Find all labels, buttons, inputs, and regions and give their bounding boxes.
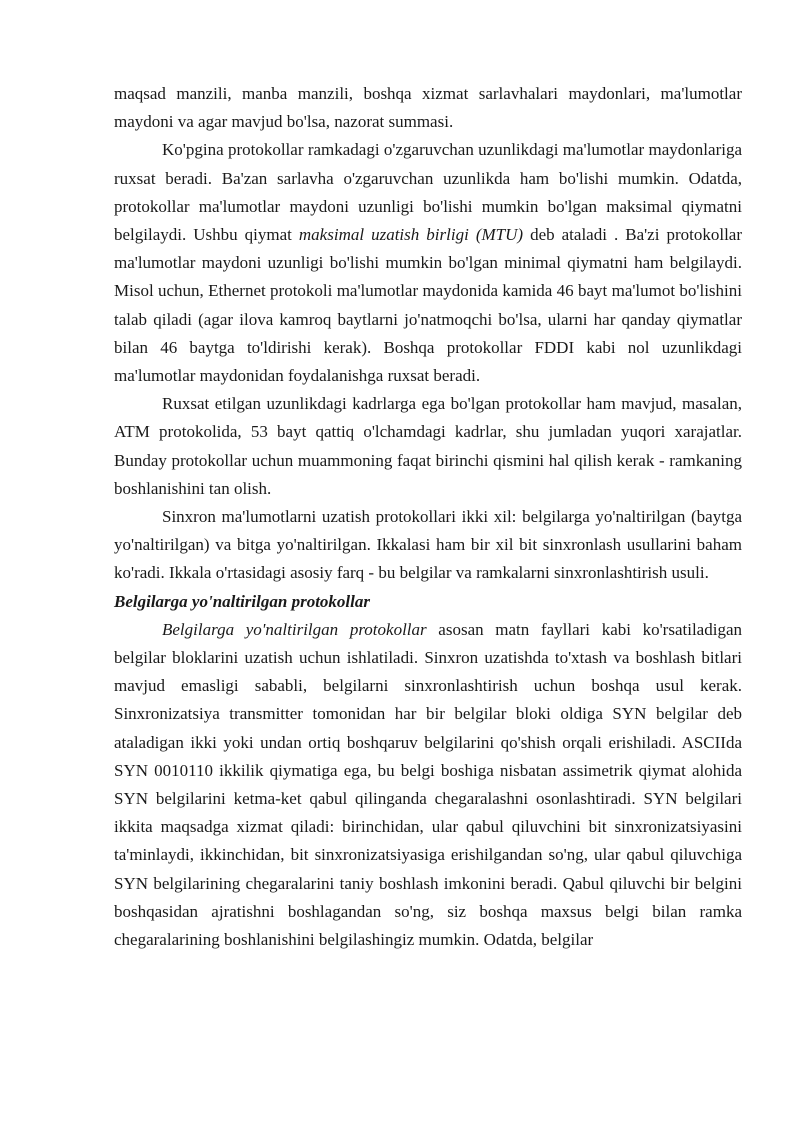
document-page xyxy=(114,80,742,954)
paragraph-continuation: maqsad manzili, manba manzili, boshqa xizmat sarlavhalari maydonlari, ma'lumotlar maydoni va agar mavjud bo'lsa, nazorat summasi. xyxy=(114,84,742,132)
paragraph-mtu-text-end: deb ataladi . Ba'zi protokollar ma'lumotlar maydoni uzunligi bo'lishi mumkin bo'lgan minimal qiymatni ham belgilaydi. Misol uchun, Ethernet protokoli ma'lumotlar maydonida kamida 46 bayt ma'lumot bo'lishini talab qiladi (agar ilova kamroq baytlarni jo'natmoqchi bo'lsa, ularni har qanday qiymatlar bilan 46 baytga to'ldirishi kerak). Boshqa protokollar FDDI kabi nol uzunlikdagi ma'lumotlar maydonidan foydalanishga ruxsat beradi. xyxy=(114,225,743,386)
paragraph-sync-protocols: Sinxron ma'lumotlarni uzatish protokollari ikki xil: belgilarga yo'naltirilgan (baytga yo'naltirilgan) va bitga yo'naltirilgan. Ikkalasi ham bir xil bit sinxronlash usullarini baham ko'radi. Ikkala o'rtasidagi asosiy farq - bu belgilar va ramkalarni sinxronlashtirish usuli. xyxy=(114,507,742,583)
paragraph-char-oriented xyxy=(114,616,742,954)
paragraph-char-oriented-text: asosan matn fayllari kabi ko'rsatiladigan belgilar bloklarini uzatish uchun ishlatiladi. Sinxron uzatishda to'xtash va boshlash bitlari mavjud emasligi sababli, belgilarni sinxronlashtirish uchun boshqa usul kerak. Sinxronizatsiya transmitter tomonidan har bir belgilar bloki oldiga SYN belgilar deb ataladigan ikki yoki undan ortiq boshqaruv belgilarini qo'shish orqali erishiladi. ASCIIda SYN 0010110 ikkilik qiymatiga ega, bu belgi boshiga nisbatan assimetrik qiymat alohida SYN belgilarini ketma-ket qabul qilinganda chegaralashni osonlashtiradi. SYN belgilari ikkita maqsadga xizmat qiladi: birinchidan, ular qabul qiluvchini bit sinxronizatsiyasini ta'minlaydi, ikkinchidan, bit sinxronizatsiyasiga erishilgandan so'ng, ular qabul qiluvchiga SYN belgilarining chegaralarini taniy boshlash imkonini beradi. Qabul qiluvchi bir belgini boshqasidan ajratishni boshlagandan so'ng, siz boshqa maxsus belgi bilan ramka chegaralarining boshlanishini belgilashingiz mumkin. Odatda, belgilar xyxy=(114,619,742,950)
paragraph-mtu-text-start: Ko'pgina protokollar ramkadagi o'zgaruvchan uzunlikdagi ma'lumotlar maydonlariga ruxsat beradi. Ba'zan sarlavha o'zgaruvchan uzunlikda ham bo'lishi mumkin. Odatda, protokollar ma'lumotlar maydoni uzunligi bo'lishi mumkin bo'lgan maksimal qiymatni belgilaydi. Ushbu qiymat xyxy=(114,140,742,245)
char-oriented-term: Belgilarga yo'naltirilgan protokollar xyxy=(162,619,427,639)
section-heading: Belgilarga yo'naltirilgan protokollar xyxy=(114,591,370,611)
paragraph-fixed-length: Ruxsat etilgan uzunlikdagi kadrlarga ega bo'lgan protokollar ham mavjud, masalan, ATM protokolida, 53 bayt qattiq o'lchamdagi kadrlar, shu jumladan yuqori xarajatlar. Bunday protokollar uchun muammoning faqat birinchi qismini hal qilish kerak - ramkaning boshlanishini tan olish. xyxy=(114,394,742,498)
mtu-term: maksimal uzatish birligi (MTU) xyxy=(298,225,524,245)
paragraph-mtu xyxy=(114,136,742,390)
